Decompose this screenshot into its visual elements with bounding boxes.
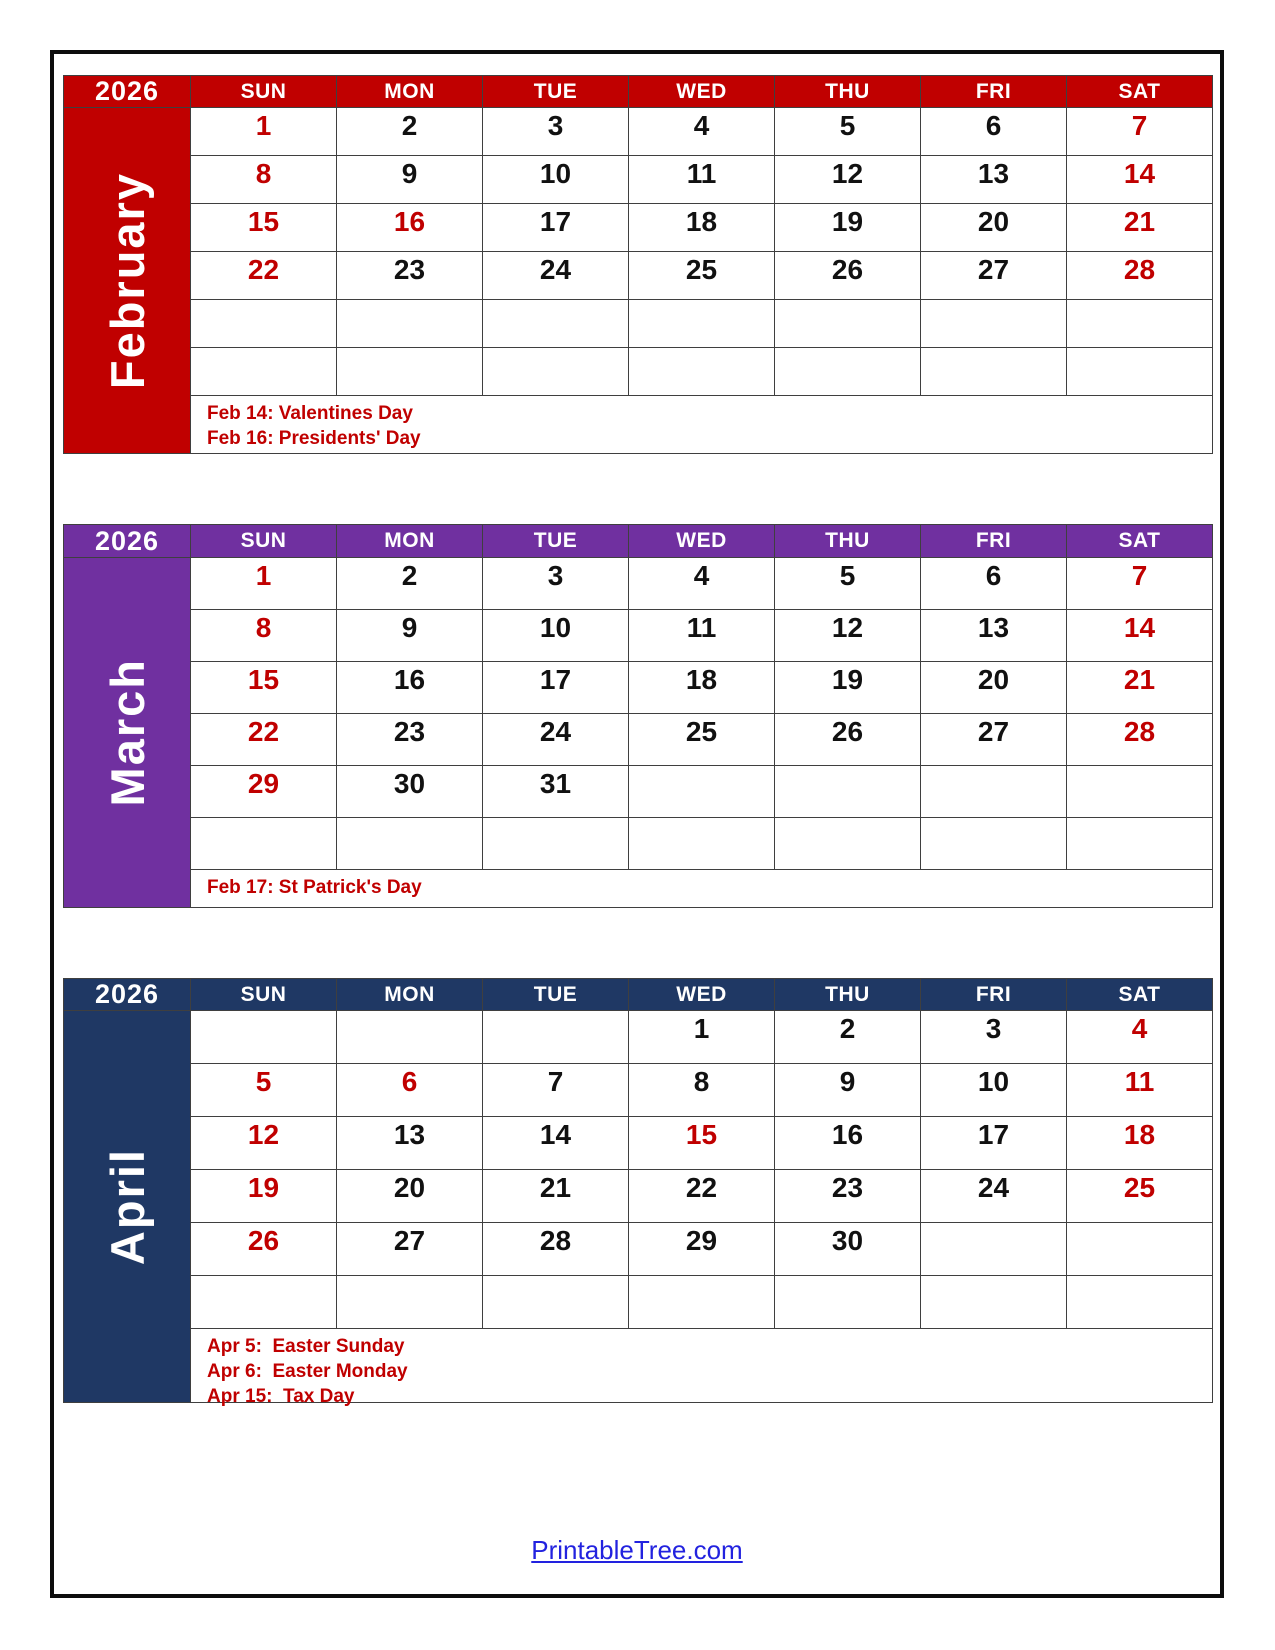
date-cell <box>775 818 921 870</box>
date-cell: 23 <box>337 714 483 766</box>
date-cell: 10 <box>483 610 629 662</box>
date-cell <box>775 766 921 818</box>
date-cell: 25 <box>629 714 775 766</box>
day-header-sun: SUN <box>191 525 337 558</box>
date-cell: 5 <box>775 108 921 156</box>
date-cell: 17 <box>483 204 629 252</box>
date-cell <box>1067 1223 1213 1276</box>
date-cell <box>921 766 1067 818</box>
day-header-mon: MON <box>337 525 483 558</box>
date-cell: 4 <box>629 108 775 156</box>
page-frame <box>50 50 1224 1598</box>
date-cell <box>337 300 483 348</box>
holiday-note: Feb 16: Presidents' Day <box>207 428 421 450</box>
february-calendar <box>63 75 1213 454</box>
april-month-bar <box>64 1011 191 1403</box>
date-cell: 27 <box>921 714 1067 766</box>
date-cell: 3 <box>921 1011 1067 1064</box>
date-cell: 7 <box>483 1064 629 1117</box>
date-cell: 19 <box>775 662 921 714</box>
date-cell: 22 <box>191 714 337 766</box>
date-cell: 17 <box>483 662 629 714</box>
date-cell: 19 <box>775 204 921 252</box>
day-header-thu: THU <box>775 76 921 108</box>
date-cell: 14 <box>1067 156 1213 204</box>
date-cell: 7 <box>1067 108 1213 156</box>
date-cell: 5 <box>775 558 921 610</box>
date-cell: 24 <box>921 1170 1067 1223</box>
date-cell: 20 <box>921 204 1067 252</box>
date-cell <box>629 1276 775 1329</box>
april-year-label: 2026 <box>64 979 191 1011</box>
holiday-note: Apr 15: Tax Day <box>207 1386 355 1408</box>
date-cell: 22 <box>629 1170 775 1223</box>
date-cell: 11 <box>629 156 775 204</box>
date-cell: 14 <box>483 1117 629 1170</box>
date-cell: 1 <box>191 558 337 610</box>
day-header-wed: WED <box>629 979 775 1011</box>
date-cell <box>337 348 483 396</box>
day-header-tue: TUE <box>483 76 629 108</box>
march-holiday-notes <box>191 870 1213 908</box>
date-cell: 24 <box>483 714 629 766</box>
day-header-tue: TUE <box>483 525 629 558</box>
date-cell <box>921 300 1067 348</box>
april-calendar <box>63 978 1213 1408</box>
printabletree-link[interactable]: PrintableTree.com <box>531 1535 743 1565</box>
date-cell: 20 <box>337 1170 483 1223</box>
date-cell: 10 <box>483 156 629 204</box>
date-cell: 7 <box>1067 558 1213 610</box>
date-cell: 4 <box>629 558 775 610</box>
date-cell: 21 <box>1067 662 1213 714</box>
march-month-bar <box>64 558 191 908</box>
date-cell: 17 <box>921 1117 1067 1170</box>
date-cell: 27 <box>921 252 1067 300</box>
date-cell <box>629 818 775 870</box>
day-header-wed: WED <box>629 76 775 108</box>
february-month-label: February <box>100 171 154 390</box>
april-month-label: April <box>100 1147 154 1266</box>
date-cell <box>483 1276 629 1329</box>
date-cell: 14 <box>1067 610 1213 662</box>
holiday-note: Feb 17: St Patrick's Day <box>207 877 422 898</box>
date-cell <box>1067 766 1213 818</box>
day-header-thu: THU <box>775 979 921 1011</box>
date-cell: 19 <box>191 1170 337 1223</box>
date-cell <box>1067 348 1213 396</box>
date-cell: 16 <box>775 1117 921 1170</box>
date-cell: 15 <box>191 662 337 714</box>
day-header-wed: WED <box>629 525 775 558</box>
date-cell: 8 <box>191 610 337 662</box>
date-cell: 3 <box>483 108 629 156</box>
date-cell: 13 <box>921 610 1067 662</box>
date-cell: 20 <box>921 662 1067 714</box>
day-header-fri: FRI <box>921 525 1067 558</box>
date-cell: 8 <box>629 1064 775 1117</box>
march-month-label: March <box>100 658 154 807</box>
date-cell <box>483 1011 629 1064</box>
date-cell: 12 <box>775 156 921 204</box>
date-cell: 28 <box>1067 714 1213 766</box>
date-cell: 27 <box>337 1223 483 1276</box>
day-header-tue: TUE <box>483 979 629 1011</box>
march-calendar <box>63 524 1213 908</box>
date-cell: 2 <box>775 1011 921 1064</box>
date-cell: 15 <box>629 1117 775 1170</box>
date-cell: 31 <box>483 766 629 818</box>
day-header-thu: THU <box>775 525 921 558</box>
date-cell: 29 <box>191 766 337 818</box>
date-cell: 10 <box>921 1064 1067 1117</box>
day-header-mon: MON <box>337 979 483 1011</box>
march-year-label: 2026 <box>64 525 191 558</box>
date-cell: 26 <box>775 714 921 766</box>
date-cell: 26 <box>191 1223 337 1276</box>
date-cell: 5 <box>191 1064 337 1117</box>
date-cell: 30 <box>775 1223 921 1276</box>
holiday-note: Apr 6: Easter Monday <box>207 1361 408 1383</box>
date-cell <box>629 348 775 396</box>
date-cell <box>337 1011 483 1064</box>
date-cell: 13 <box>337 1117 483 1170</box>
date-cell <box>191 1276 337 1329</box>
date-cell <box>337 818 483 870</box>
date-cell: 3 <box>483 558 629 610</box>
date-cell: 4 <box>1067 1011 1213 1064</box>
date-cell: 12 <box>775 610 921 662</box>
date-cell <box>483 818 629 870</box>
date-cell: 11 <box>1067 1064 1213 1117</box>
date-cell: 6 <box>337 1064 483 1117</box>
date-cell <box>775 300 921 348</box>
date-cell <box>483 300 629 348</box>
date-cell: 9 <box>337 156 483 204</box>
date-cell <box>629 300 775 348</box>
date-cell: 21 <box>1067 204 1213 252</box>
date-cell: 25 <box>629 252 775 300</box>
date-cell: 28 <box>1067 252 1213 300</box>
day-header-sat: SAT <box>1067 979 1213 1011</box>
date-cell <box>191 818 337 870</box>
holiday-note: Feb 14: Valentines Day <box>207 403 413 424</box>
day-header-sun: SUN <box>191 76 337 108</box>
day-header-sat: SAT <box>1067 76 1213 108</box>
day-header-sun: SUN <box>191 979 337 1011</box>
day-header-sat: SAT <box>1067 525 1213 558</box>
date-cell: 16 <box>337 662 483 714</box>
date-cell: 9 <box>775 1064 921 1117</box>
date-cell: 1 <box>629 1011 775 1064</box>
date-cell: 8 <box>191 156 337 204</box>
date-cell <box>775 348 921 396</box>
date-cell: 1 <box>191 108 337 156</box>
date-cell: 22 <box>191 252 337 300</box>
date-cell <box>337 1276 483 1329</box>
february-month-bar <box>64 108 191 454</box>
date-cell: 28 <box>483 1223 629 1276</box>
date-cell: 24 <box>483 252 629 300</box>
date-cell <box>921 1276 1067 1329</box>
date-cell <box>921 818 1067 870</box>
date-cell: 18 <box>1067 1117 1213 1170</box>
day-header-fri: FRI <box>921 979 1067 1011</box>
date-cell <box>191 348 337 396</box>
date-cell <box>1067 818 1213 870</box>
date-cell: 15 <box>191 204 337 252</box>
day-header-mon: MON <box>337 76 483 108</box>
date-cell <box>1067 300 1213 348</box>
date-cell: 18 <box>629 662 775 714</box>
date-cell: 9 <box>337 610 483 662</box>
date-cell: 23 <box>775 1170 921 1223</box>
holiday-note: Apr 5: Easter Sunday <box>207 1336 405 1357</box>
date-cell: 26 <box>775 252 921 300</box>
date-cell: 6 <box>921 108 1067 156</box>
day-header-fri: FRI <box>921 76 1067 108</box>
date-cell <box>921 1223 1067 1276</box>
february-holiday-notes <box>191 396 1213 454</box>
page-footer <box>54 1535 1220 1566</box>
date-cell: 2 <box>337 558 483 610</box>
date-cell: 25 <box>1067 1170 1213 1223</box>
date-cell: 18 <box>629 204 775 252</box>
february-year-label: 2026 <box>64 76 191 108</box>
date-cell: 21 <box>483 1170 629 1223</box>
date-cell: 6 <box>921 558 1067 610</box>
date-cell <box>775 1276 921 1329</box>
date-cell: 11 <box>629 610 775 662</box>
april-holiday-notes <box>191 1329 1213 1408</box>
date-cell <box>1067 1276 1213 1329</box>
date-cell <box>483 348 629 396</box>
date-cell <box>191 300 337 348</box>
date-cell: 30 <box>337 766 483 818</box>
date-cell: 2 <box>337 108 483 156</box>
date-cell: 13 <box>921 156 1067 204</box>
date-cell <box>191 1011 337 1064</box>
date-cell: 12 <box>191 1117 337 1170</box>
date-cell: 29 <box>629 1223 775 1276</box>
date-cell: 23 <box>337 252 483 300</box>
date-cell: 16 <box>337 204 483 252</box>
date-cell <box>629 766 775 818</box>
date-cell <box>921 348 1067 396</box>
